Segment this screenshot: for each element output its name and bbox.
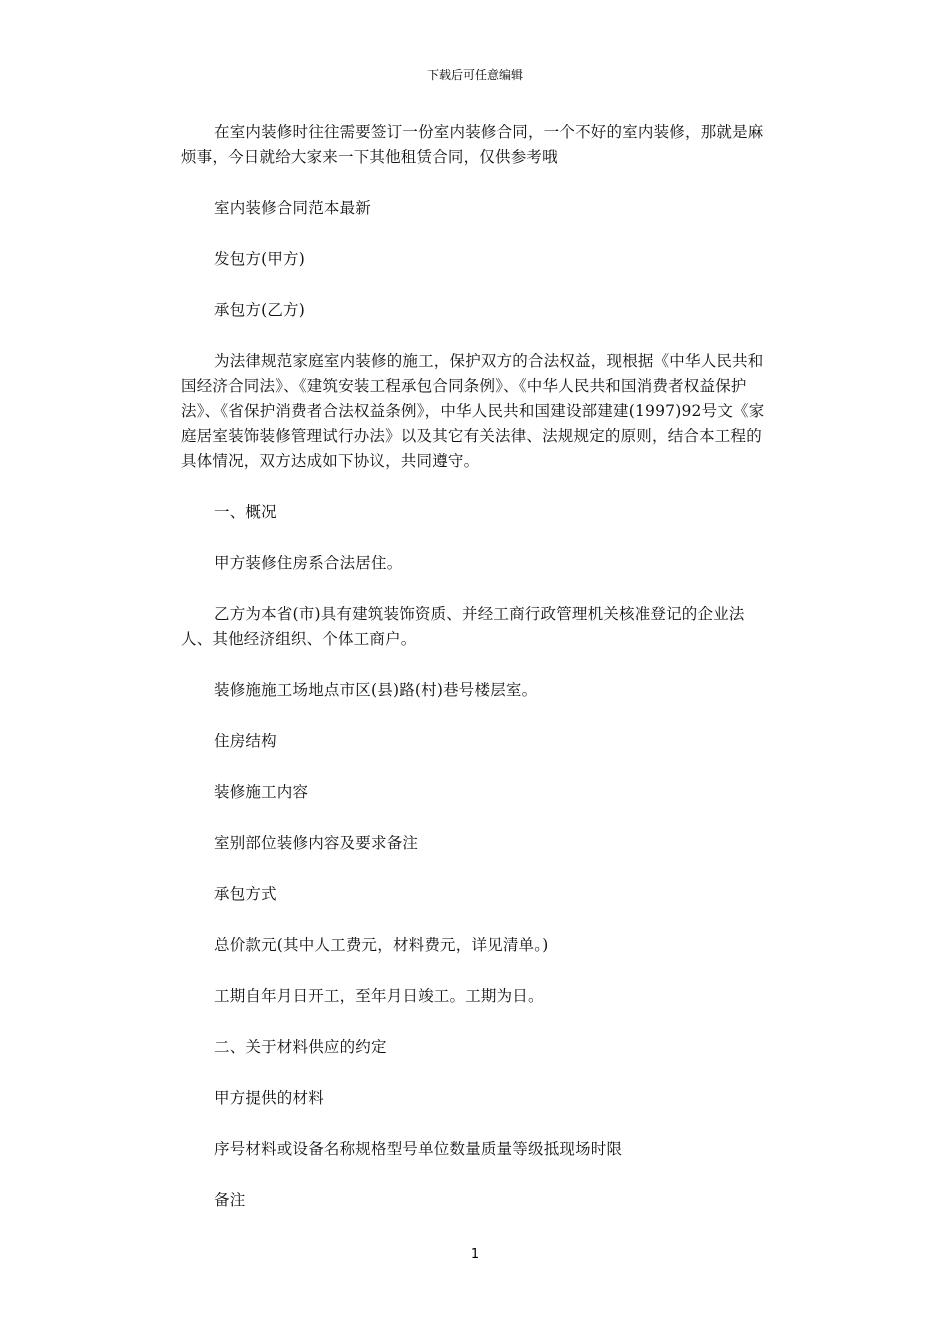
clause-party-a-housing: 甲方装修住房系合法居住。	[214, 554, 403, 572]
clause-party-b-qualification: 乙方为本省(市)具有建筑装饰资质、并经工商行政管理机关核准登记的企业法人、其他经济组织、个体工商户。	[181, 605, 745, 648]
party-a-line: 发包方(甲方)	[214, 250, 305, 268]
document-body	[181, 120, 771, 1239]
legal-basis-paragraph: 为法律规范家庭室内装修的施工，保护双方的合法权益，现根据《中华人民共和国经济合同法》、《建筑安装工程承包合同条例》、《中华人民共和国消费者权益保护法》、《省保护消费者合法权益条例》，中华人民共和国建设部建建(1997)92号文《家庭居室装饰装修管理试行办法》以及其它有关法律、法规规定的原则，结合本工程的具体情况，双方达成如下协议，共同遵守。	[181, 352, 765, 470]
clause-total-price: 总价款元(其中人工费元，材料费元，详见清单。)	[214, 936, 549, 954]
intro-paragraph: 在室内装修时往往需要签订一份室内装修合同，一个不好的室内装修，那就是麻烦事，今日就给大家来一下其他租赁合同，仅供参考哦	[181, 123, 764, 166]
clause-room-requirements: 室别部位装修内容及要求备注	[214, 834, 419, 852]
clause-housing-structure: 住房结构	[214, 732, 277, 750]
party-b-line: 承包方(乙方)	[214, 301, 305, 319]
clause-party-a-materials: 甲方提供的材料	[214, 1089, 324, 1107]
clause-schedule: 工期自年月日开工，至年月日竣工。工期为日。	[214, 987, 544, 1005]
clause-site-address: 装修施施工场地点市区(县)路(村)巷号楼层室。	[214, 681, 538, 699]
clause-contract-method: 承包方式	[214, 885, 277, 903]
section-heading-overview: 一、概况	[214, 503, 277, 521]
page-header-note: 下载后可任意编辑	[426, 68, 523, 82]
clause-remarks: 备注	[214, 1191, 246, 1209]
clause-construction-content: 装修施工内容	[214, 783, 309, 801]
materials-table-header: 序号材料或设备名称规格型号单位数量质量等级抵现场时限	[214, 1140, 623, 1158]
section-heading-materials: 二、关于材料供应的约定	[214, 1038, 387, 1056]
page-number: 1	[470, 1247, 480, 1262]
document-title: 室内装修合同范本最新	[214, 199, 372, 217]
